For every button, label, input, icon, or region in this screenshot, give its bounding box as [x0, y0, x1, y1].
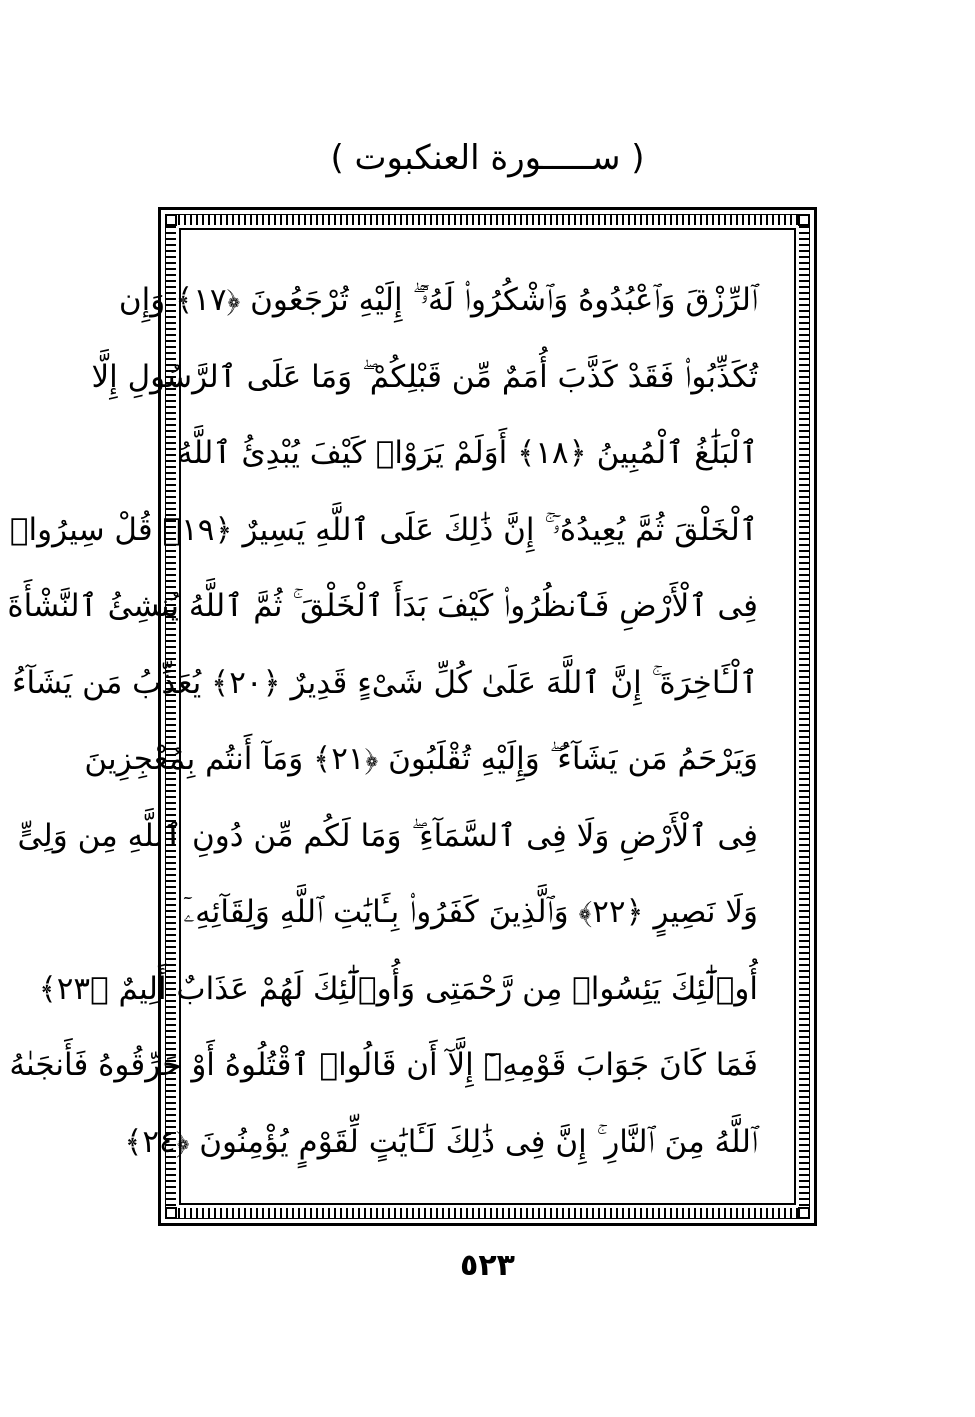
page-number: ٥٢٣	[460, 1248, 515, 1283]
frame-corner-ornament	[165, 214, 177, 226]
verse-line: فَمَا كَانَ جَوَابَ قَوْمِهِۦٓ إِلَّآ أَن قَالُوا۟ ٱقْتُلُوهُ أَوْ حَرِّقُوهُ فَأَنجَىٰهُ	[9, 1047, 758, 1083]
frame-corner-ornament	[798, 1207, 810, 1219]
verse-line: فِى ٱلْأَرْضِ وَلَا فِى ٱلسَّمَآءِ ۖ وَمَا لَكُم مِّن دُونِ ٱللَّهِ مِن وَلِىٍّ	[17, 817, 758, 854]
verse-line: ٱلْخَلْقَ ثُمَّ يُعِيدُهُۥٓ ۚ إِنَّ ذَٰلِكَ عَلَى ٱللَّهِ يَسِيرٌ ﴿١٩﴾ قُلْ سِيرُوا۟	[9, 511, 758, 548]
verse-text-block	[7, 262, 758, 1180]
verse-line: فِى ٱلْأَرْضِ فَٱنظُرُوا۟ كَيْفَ بَدَأَ ٱلْخَلْقَ ۚ ثُمَّ ٱللَّهُ يُنشِئُ ٱلنَّشْأَةَ	[7, 588, 758, 624]
verse-line: ٱلْبَلَٰغُ ٱلْمُبِينُ ﴿١٨﴾ أَوَلَمْ يَرَوْا۟ كَيْفَ يُبْدِئُ ٱللَّهُ	[177, 435, 758, 471]
verse-line: أُو۟لَٰٓئِكَ يَئِسُوا۟ مِن رَّحْمَتِى وَأُو۟لَٰٓئِكَ لَهُمْ عَذَابٌ أَلِيمٌ ﴿٢٣﴾	[38, 970, 758, 1007]
verse-line: ٱلرِّزْقَ وَٱعْبُدُوهُ وَٱشْكُرُوا۟ لَهُۥٓ ۖ إِلَيْهِ تُرْجَعُونَ ﴿١٧﴾ وَإِن	[118, 282, 758, 318]
verse-line: وَيَرْحَمُ مَن يَشَآءُ ۖ وَإِلَيْهِ تُقْلَبُونَ ﴿٢١﴾ وَمَآ أَنتُم بِمُعْجِزِينَ	[84, 741, 758, 777]
verse-line: تُكَذِّبُوا۟ فَقَدْ كَذَّبَ أُمَمٌ مِّن قَبْلِكُمْ ۖ وَمَا عَلَى ٱلرَّسُولِ إِلَّا	[91, 358, 758, 395]
frame-corner-ornament	[798, 214, 810, 226]
surah-title: ( ســـــورة العنكبوت )	[330, 138, 645, 178]
verse-line: ٱلْـَٔاخِرَةَ ۚ إِنَّ ٱللَّهَ عَلَىٰ كُلِّ شَىْءٍ قَدِيرٌ ﴿٢٠﴾ يُعَذِّبُ مَن يَشَآءُ	[11, 664, 758, 701]
frame-corner-ornament	[165, 1207, 177, 1219]
verse-line: وَلَا نَصِيرٍ ﴿٢٢﴾ وَٱلَّذِينَ كَفَرُوا۟ بِـَٔايَٰتِ ٱللَّهِ وَلِقَآئِهِۦٓ	[183, 894, 758, 930]
verse-line: ٱللَّهُ مِنَ ٱلنَّارِ ۚ إِنَّ فِى ذَٰلِكَ لَـَٔايَٰتٍ لِّقَوْمٍ يُؤْمِنُونَ ﴿٢٤﴾	[124, 1123, 758, 1160]
